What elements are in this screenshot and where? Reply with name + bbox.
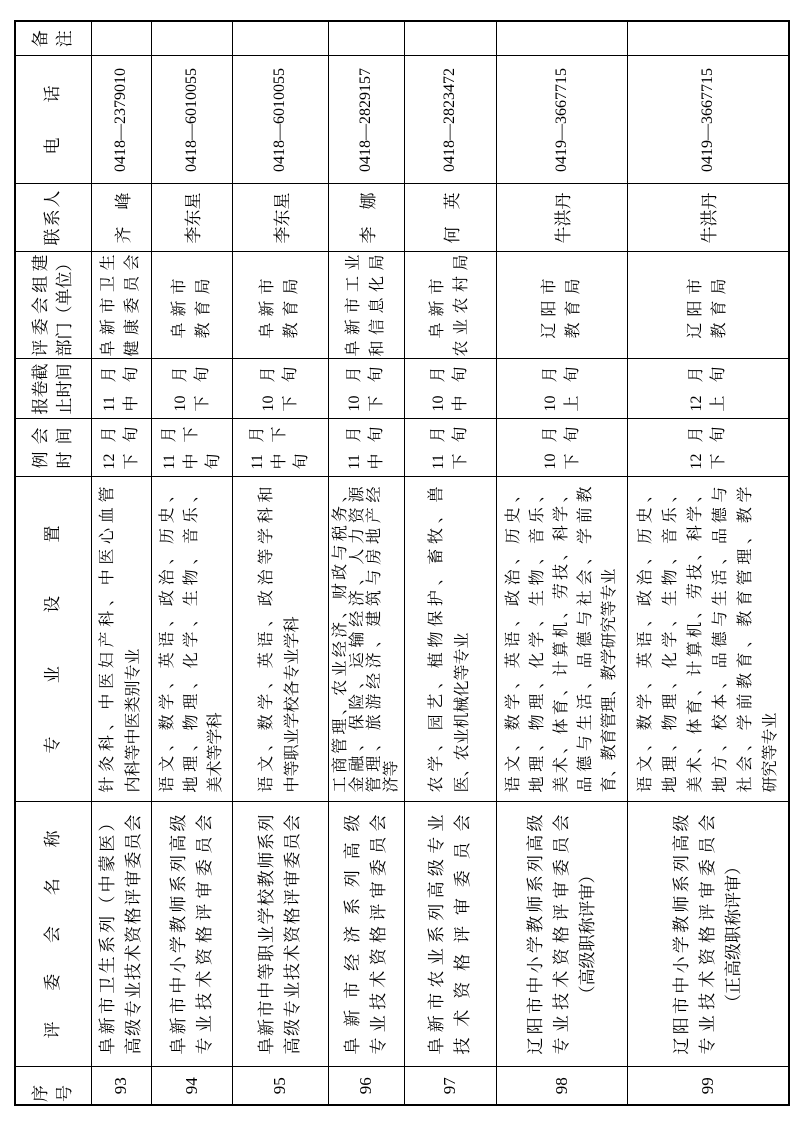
header-contact-line: 联系人 [43,190,63,246]
specialty-line: 美术、体育、计算机、劳技、科学、 [552,486,570,793]
header-dept-line: 部门（单位） [55,254,75,357]
cell-remark-94 [151,21,232,56]
dept-line: 教育局 [194,272,212,339]
cell-specialty-98 [496,477,627,802]
cell-phone-96: 0418—2829157 [328,56,404,184]
table-row-98 [496,21,627,1105]
cell-name-96 [328,802,404,1067]
meeting-line: 中 下 [182,426,200,470]
table-row-99 [627,21,789,1105]
cell-deadline-99 [627,359,789,419]
dept-line: 教育局 [564,272,582,339]
header-meeting-line: 例会 [31,427,51,469]
cell-remark-93 [91,21,151,56]
cell-contact-98: 牛洪丹 [496,184,627,252]
deadline-line: 10 月 [346,366,363,412]
cell-no-96: 96 [328,1067,404,1105]
meeting-line: 10 月 [541,426,559,470]
cell-specialty-99 [627,477,789,802]
meeting-line: 下 旬 [563,426,581,470]
specialty-line: 语文、数学、英语、政治等学科和 [258,486,275,793]
cell-meeting-93 [91,419,151,477]
cell-contact-93: 齐 峰 [91,184,151,252]
cell-remark-97 [404,21,496,56]
name-line: 专业技术资格评审委员会 [369,814,388,1055]
rotated-table [14,20,790,1106]
deadline-line: 10 月 [171,366,189,412]
specialty-line: 济等 [383,760,400,793]
cell-contact-99: 牛洪丹 [627,184,789,252]
specialty-line: 社会、学前教育、教育管理、教学 [736,486,754,793]
name-line: 阜新市中小学教师系列高级 [168,814,188,1055]
cell-deadline-97 [404,359,496,419]
deadline-line: 下 旬 [193,366,211,412]
cell-name-98 [496,802,627,1067]
meeting-line: 11 月 [346,426,363,470]
header-contact [15,184,91,252]
table-row-97 [404,21,496,1105]
header-phone [15,56,91,184]
dept-line: 和信息化局 [369,254,386,357]
name-line: 阜新市农业系列高级专业 [427,814,446,1055]
specialty-line: 语文、数学、英语、政治、历史、 [636,486,654,793]
meeting-line: 11 月 [160,426,178,470]
cell-meeting-95 [232,419,328,477]
cell-dept-99 [627,252,789,359]
deadline-line: 下 旬 [368,366,385,412]
name-line: 专业技术资格评审委员会 [194,814,214,1055]
deadline-line: 10 月 [541,366,559,412]
cell-contact-94: 李东星 [151,184,232,252]
cell-specialty-93 [91,477,151,802]
dept-line: 阜新市 [259,272,276,339]
name-line: 辽阳市中小学教师系列高级 [525,814,545,1055]
cell-name-94 [151,802,232,1067]
cell-remark-98 [496,21,627,56]
dept-line: 阜新市卫生 [100,254,117,357]
deadline-line: 上 旬 [563,366,581,412]
specialty-line: 育、教育管理、教学研究等专业 [600,568,618,793]
deadline-line: 12 月 [687,366,705,412]
cell-phone-93: 0418—2379010 [91,56,151,184]
meeting-line: 旬 [293,453,310,470]
specialty-line: 地方、校本、品德与生活、品德与 [711,486,729,793]
cell-dept-93 [91,252,151,359]
cell-deadline-94 [151,359,232,419]
name-line: 高级专业技术资格评审委员会 [283,814,302,1055]
header-specialty [15,477,91,802]
table-row-94 [151,21,232,1105]
specialty-line: 内科等中医类别专业 [125,648,142,793]
cell-dept-95 [232,252,328,359]
deadline-line: 上 旬 [709,366,727,412]
header-no-line: 序号 [31,1085,75,1102]
cell-phone-98: 0419—3667715 [496,56,627,184]
cell-dept-98 [496,252,627,359]
dept-line: 辽阳市 [686,272,704,339]
meeting-line: 12 月 [687,426,705,470]
cell-no-93: 93 [91,1067,151,1105]
cell-meeting-94 [151,419,232,477]
specialty-line: 中等职业学校各专业学科 [284,616,301,793]
specialty-line: 医、农业机械化等专业 [454,632,471,793]
cell-contact-96: 李 娜 [328,184,404,252]
meeting-line: 中 下 [271,426,288,470]
specialty-line: 美术、体育、计算机、劳技、科学、 [686,486,704,793]
specialty-line: 地理、物理、化学、生物、音乐、 [661,486,679,793]
specialty-line: 管理、旅游经济、建筑与房地产经 [366,486,383,793]
name-line: 阜新市卫生系列（中蒙医） [98,814,117,1055]
meeting-line: 12 月 [101,426,118,470]
cell-dept-97 [404,252,496,359]
cell-dept-96 [328,252,404,359]
meeting-line: 11 月 [430,426,447,470]
cell-name-95 [232,802,328,1067]
specialty-line: 语文、数学、英语、政治、历史、 [504,486,522,793]
cell-deadline-95 [232,359,328,419]
header-dept [15,252,91,359]
cell-no-94: 94 [151,1067,232,1105]
dept-line: 农业农村局 [453,254,470,357]
cell-specialty-96 [328,477,404,802]
cell-meeting-98 [496,419,627,477]
cell-name-93 [91,802,151,1067]
cell-phone-94: 0418—6010055 [151,56,232,184]
deadline-line: 10 月 [260,366,277,412]
header-specialty-line: 专业设置 [43,525,63,754]
name-line: 专业技术资格评审委员会 [697,814,717,1055]
name-line: 技术资格评审委员会 [453,814,472,1055]
dept-line: 阜新市 [170,272,188,339]
header-deadline [15,359,91,419]
header-deadline-line: 报卷截 [31,363,51,415]
cell-remark-95 [232,21,328,56]
meeting-line: 下 旬 [709,426,727,470]
dept-line: 健康委员会 [124,254,141,357]
deadline-line: 中 旬 [123,366,140,412]
dept-line: 教育局 [710,272,728,339]
deadline-line: 下 旬 [282,366,299,412]
cell-no-98: 98 [496,1067,627,1105]
specialty-line: 农学、园艺、植物保护、畜牧、兽 [428,486,445,793]
table-row-96 [328,21,404,1105]
cell-deadline-93 [91,359,151,419]
meeting-line: 11 月 [249,426,266,470]
cell-deadline-98 [496,359,627,419]
cell-contact-95: 李东星 [232,184,328,252]
cell-remark-96 [328,21,404,56]
dept-line: 辽阳市 [540,272,558,339]
header-row [15,21,91,1105]
cell-phone-97: 0418—2823472 [404,56,496,184]
specialty-line: 研究等专业 [761,712,779,793]
cell-deadline-96 [328,359,404,419]
header-meeting [15,419,91,477]
header-dept-line: 评委会组建 [31,254,51,357]
cell-no-97: 97 [404,1067,496,1105]
name-line: 辽阳市中小学教师系列高级 [671,814,691,1055]
meeting-line: 中 旬 [368,426,385,470]
specialty-line: 地理、物理、化学、生物、音乐、 [528,486,546,793]
specialty-line: 品德与生活、品德与社会、学前教 [576,486,594,793]
header-meeting-line: 时间 [55,427,75,469]
cell-remark-99 [627,21,789,56]
name-line: （正高级职称评审） [723,858,743,1011]
name-line: （高级职称评审） [577,866,597,1003]
cell-phone-95: 0418—6010055 [232,56,328,184]
meeting-line: 下 旬 [452,426,469,470]
deadline-line: 中 旬 [452,366,469,412]
specialty-line: 地理、物理、化学、生物、音乐、 [182,486,200,793]
header-remark-line: 备注 [31,30,75,48]
table-row-95 [232,21,328,1105]
header-deadline-line: 止时间 [55,363,75,415]
header-phone-line: 电话 [43,85,63,155]
table-body [15,21,789,1105]
specialty-line: 工商管理、农业经济、财政与税务、 [332,486,349,793]
cell-meeting-97 [404,419,496,477]
specialty-line: 针灸科、中医妇产科、中医心血管 [99,486,116,793]
specialty-line: 语文、数学、英语、政治、历史、 [158,486,176,793]
specialty-line: 美术等学科 [206,712,224,793]
cell-contact-97: 何 英 [404,184,496,252]
meeting-line: 旬 [204,453,222,470]
cell-name-97 [404,802,496,1067]
dept-line: 阜新市 [429,272,446,339]
cell-specialty-95 [232,477,328,802]
cell-name-99 [627,802,789,1067]
cell-dept-94 [151,252,232,359]
header-name [15,802,91,1067]
deadline-line: 10 月 [430,366,447,412]
name-line: 阜新市经济系列高级 [343,814,362,1055]
cell-no-95: 95 [232,1067,328,1105]
deadline-line: 11 月 [101,366,118,412]
cell-phone-99: 0419—3667715 [627,56,789,184]
name-line: 专业技术资格评审委员会 [551,814,571,1055]
dept-line: 阜新市工业 [345,254,362,357]
cell-specialty-97 [404,477,496,802]
table-row-93 [91,21,151,1105]
meeting-line: 下 旬 [123,426,140,470]
name-line: 阜新市中等职业学校教师系列 [257,814,276,1055]
cell-meeting-99 [627,419,789,477]
cell-specialty-94 [151,477,232,802]
rotated-table-wrapper [14,22,788,1106]
dept-line: 教育局 [283,272,300,339]
name-line: 高级专业技术资格评审委员会 [124,814,143,1055]
header-name-line: 评委会名称 [43,830,63,1039]
header-no [15,1067,91,1105]
specialty-line: 金融、保险、运输经济、人力资源 [349,486,366,793]
header-remark [15,21,91,56]
cell-no-99: 99 [627,1067,789,1105]
cell-meeting-96 [328,419,404,477]
